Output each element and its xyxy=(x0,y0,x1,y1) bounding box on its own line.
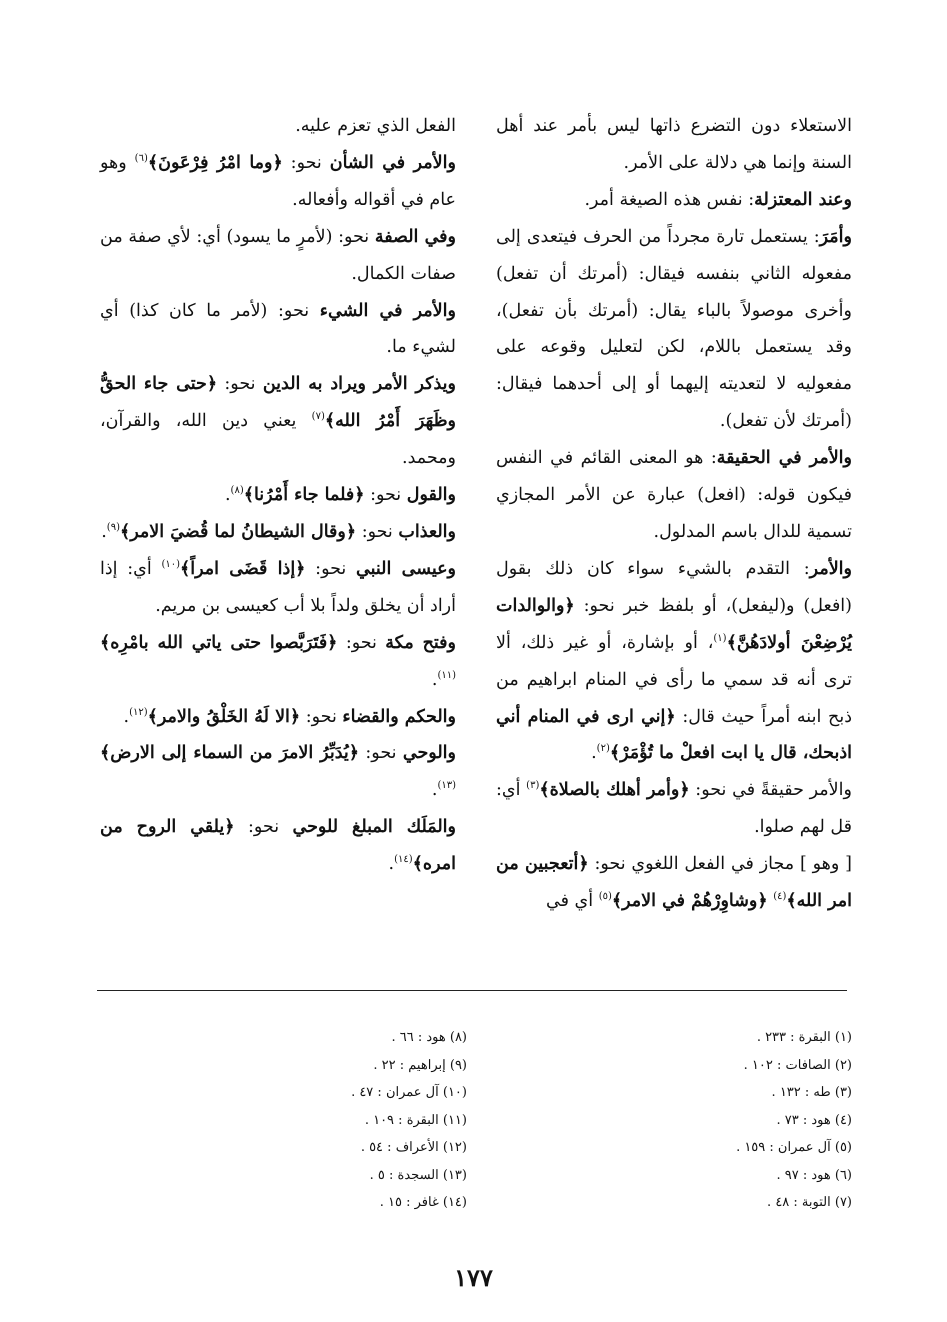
text-run: : التقدم بالشيء سواء كان ذلك بقول (افعل) و(ليفعل)، أو بلفظ خبر نحو: xyxy=(496,558,852,616)
paragraph xyxy=(496,219,852,440)
text-run: . xyxy=(431,669,438,690)
footnote-reference: (١١) xyxy=(437,669,456,681)
footnote-item: (١٢) الأعراف : ٥٤ . xyxy=(360,1140,467,1155)
bold-term: والأمر في الحقيقة xyxy=(716,448,852,469)
text-run: نحو: xyxy=(337,632,386,653)
text-run: أي: إذا أراد أن يخلق ولداً بلا أب كعيسى بن مريم. xyxy=(100,558,456,616)
text-run: نحو: (لأمرٍ ما يسود) أي: لأي صفة من صفات الكمال. xyxy=(100,226,456,284)
footnote-reference: (٥) xyxy=(598,891,612,903)
footnote-item: (٣) طه : ١٣٢ . xyxy=(771,1085,852,1100)
paragraph xyxy=(100,809,456,883)
text-run: نحو: xyxy=(356,521,399,542)
text-run: نحو: xyxy=(359,743,403,764)
paragraph xyxy=(496,108,852,182)
bold-term: ويذكر الأمر ويراد به الدين xyxy=(262,374,457,395)
footnote-separator-rule xyxy=(97,990,847,991)
footnote-item: (٢) الصافات : ١٠٢ . xyxy=(743,1057,852,1073)
footnote-reference: (٨) xyxy=(230,485,244,497)
text-run: الاستعلاء دون التضرع ذاتها ليس بأمر عند أهل السنة وإنما هي دلالة على الأمر. xyxy=(496,116,852,173)
paragraph xyxy=(496,551,852,772)
paragraph xyxy=(100,108,456,145)
bold-term: والأمر في الشيء xyxy=(319,300,456,321)
text-run: [ وهو ] مجاز في الفعل اللغوي نحو: xyxy=(588,854,852,875)
footnote-item: (٦) هود : ٩٧ . xyxy=(776,1167,852,1183)
bold-term: وعيسى النبي xyxy=(356,558,456,579)
bold-term: ﴿فَتَرَبَّصوا حتى ياتي الله بامْرِه﴾ xyxy=(100,632,338,653)
footnote-item: (١) البقرة : ٢٣٣ . xyxy=(756,1030,852,1045)
footnote-reference: (١٢) xyxy=(129,706,148,718)
text-run: نحو: (لأمر ما كان كذا) أي لشيء ما. xyxy=(100,300,456,358)
footnote-item: (١٣) السجدة : ٥ . xyxy=(369,1167,467,1183)
bold-term: وفي الصفة xyxy=(374,226,456,247)
bold-term: ﴿الا لَهُ الخَلْقُ والامر﴾ xyxy=(147,706,301,727)
text-run: يعني دين الله، والقرآن، ومحمد. xyxy=(100,411,456,469)
paragraph xyxy=(100,625,456,699)
bold-term: والأمر في الشأن xyxy=(329,152,456,173)
bold-term: وأمَرَ xyxy=(819,226,852,247)
bold-term: والحكم والقضاء xyxy=(342,706,456,727)
paragraph xyxy=(100,699,456,736)
footnote-reference: (١٣) xyxy=(437,780,456,792)
paragraph xyxy=(496,846,852,920)
footnotes-left-list xyxy=(167,1024,467,1217)
text-run: . xyxy=(431,780,438,801)
paragraph xyxy=(496,772,852,846)
text-run: نحو: xyxy=(305,558,357,579)
bold-term: ﴿حتى جاء الحقُّ وظَهَرَ أَمْرُ الله﴾ xyxy=(100,374,456,432)
bold-term: وعند المعتزلة xyxy=(754,189,852,210)
bold-term: والأمر xyxy=(809,558,852,579)
bold-term: ﴿وشاوِرْهُمْ في الامر﴾ xyxy=(611,891,768,912)
text-run: . xyxy=(101,521,107,542)
bold-term: ﴿يُدَبِّرُ الامرَ من السماء إلى الارض﴾ xyxy=(100,743,359,764)
left-text-column xyxy=(100,108,456,883)
bold-term: وفتح مكة xyxy=(385,632,456,653)
text-run: نحو: xyxy=(217,374,263,395)
bold-term: ﴿وأمر أهلك بالصلاة﴾ xyxy=(539,780,690,801)
text-run: : هو المعنى القائم في النفس فيكون قوله: (افعل) عبارة عن الأمر المجازي تسمية للدال باسم المدلول. xyxy=(496,448,852,542)
bold-term: والمَلَك المبلغ للوحي xyxy=(292,817,456,838)
paragraph xyxy=(100,366,456,477)
bold-term: ﴿يلقي الروح من امره﴾ xyxy=(100,817,456,875)
paragraph xyxy=(100,514,456,551)
footnote-reference: (١٠) xyxy=(161,559,180,571)
paragraph xyxy=(100,551,456,625)
footnote-reference: (١) xyxy=(713,632,727,644)
paragraph xyxy=(100,145,456,219)
bold-term: ﴿فلما جاء أَمْرُنا﴾ xyxy=(243,485,365,506)
footnote-item: (١١) البقرة : ١٠٩ . xyxy=(364,1112,467,1128)
footnote-item: (١٠) آل عمران : ٤٧ . xyxy=(351,1085,467,1100)
text-run: : نفس هذه الصيغة أمر. xyxy=(584,189,755,210)
text-run: نحو: xyxy=(300,706,343,727)
right-text-column xyxy=(496,108,852,920)
bold-term: ﴿وقال الشيطانُ لما قُضيَ الامر﴾ xyxy=(119,521,357,542)
paragraph xyxy=(496,182,852,219)
footnote-reference: (٤) xyxy=(773,891,787,903)
text-run: ، أو بإشارة، أو غير ذلك، ألا ترى أنه قد سمي ما رأى في المنام ابراهيم من ذبح ابنه أمراً حيث قال: xyxy=(496,632,853,727)
bold-term: ﴿والوالدات يُرْضِعْنَ أولادَهُنَّ﴾ xyxy=(496,595,852,653)
footnote-reference: (٢) xyxy=(596,743,610,755)
footnotes-right-list xyxy=(552,1024,852,1217)
paragraph xyxy=(100,735,456,809)
footnote-item: (٧) التوبة : ٤٨ . xyxy=(767,1195,852,1210)
text-run: والأمر حقيقةً في نحو: xyxy=(689,780,852,801)
text-run: أي في xyxy=(546,891,599,912)
footnote-reference: (٩) xyxy=(106,522,120,534)
paragraph xyxy=(100,219,456,293)
text-run: . xyxy=(591,743,597,764)
paragraph xyxy=(496,440,852,551)
bold-term: والوحي xyxy=(402,743,456,764)
text-run: الفعل الذي تعزم عليه. xyxy=(295,116,456,136)
text-run: : يستعمل تارة مجرداً من الحرف فيتعدى إلى مفعوله الثاني بنفسه فيقال: (أمرتك أن تفعل) وأخرى موصولاً بالباء يقال: (أمرتك بأن تفعل)، وقد يستعمل باللام، لكن لتعليل وقوعه على مفعوليه لا لتعديته إليهما أو إلى أحدهما فيقال: (أمرتك لأن تفعل). xyxy=(496,226,852,432)
text-run: . xyxy=(388,854,395,875)
bold-term: ﴿إذا قَضَى امراً﴾ xyxy=(180,558,306,579)
text-run: وهو عام في أقواله وأفعاله. xyxy=(100,152,456,210)
text-run: أي: قل لهم صلوا. xyxy=(496,780,852,838)
footnote-item: (٨) هود : ٦٦ . xyxy=(391,1030,467,1045)
bold-term: والعذاب xyxy=(398,521,456,542)
text-run: نحو: xyxy=(282,152,330,173)
footnote-reference: (٣) xyxy=(526,780,540,792)
text-run: نحو: xyxy=(364,485,407,506)
text-run: . xyxy=(123,706,130,727)
footnote-item: (٥) آل عمران : ١٥٩ . xyxy=(736,1140,852,1155)
footnote-reference: (١٤) xyxy=(394,854,413,866)
bold-term: والقول xyxy=(406,485,456,506)
bold-term: ﴿أتعجبين من امر الله﴾ xyxy=(496,854,852,912)
paragraph xyxy=(100,477,456,514)
footnote-item: (٩) إبراهيم : ٢٢ . xyxy=(373,1057,467,1073)
footnote-reference: (٧) xyxy=(311,411,325,423)
bold-term: ﴿وما امْرُ فِرْعَونَ﴾ xyxy=(147,152,283,173)
footnote-reference: (٦) xyxy=(134,153,148,165)
text-run: نحو: xyxy=(234,817,293,838)
footnote-item: (٤) هود : ٧٣ . xyxy=(776,1112,852,1128)
footnote-item: (١٤) غافر : ١٥ . xyxy=(379,1195,467,1210)
paragraph xyxy=(100,293,456,367)
text-run: . xyxy=(224,485,231,506)
bold-term: ﴿إني ارى في المنام أني اذبحك، قال يا ابت افعلْ ما تُؤْمَرْ﴾ xyxy=(496,706,852,764)
page-number: ١٧٧ xyxy=(454,1263,493,1292)
